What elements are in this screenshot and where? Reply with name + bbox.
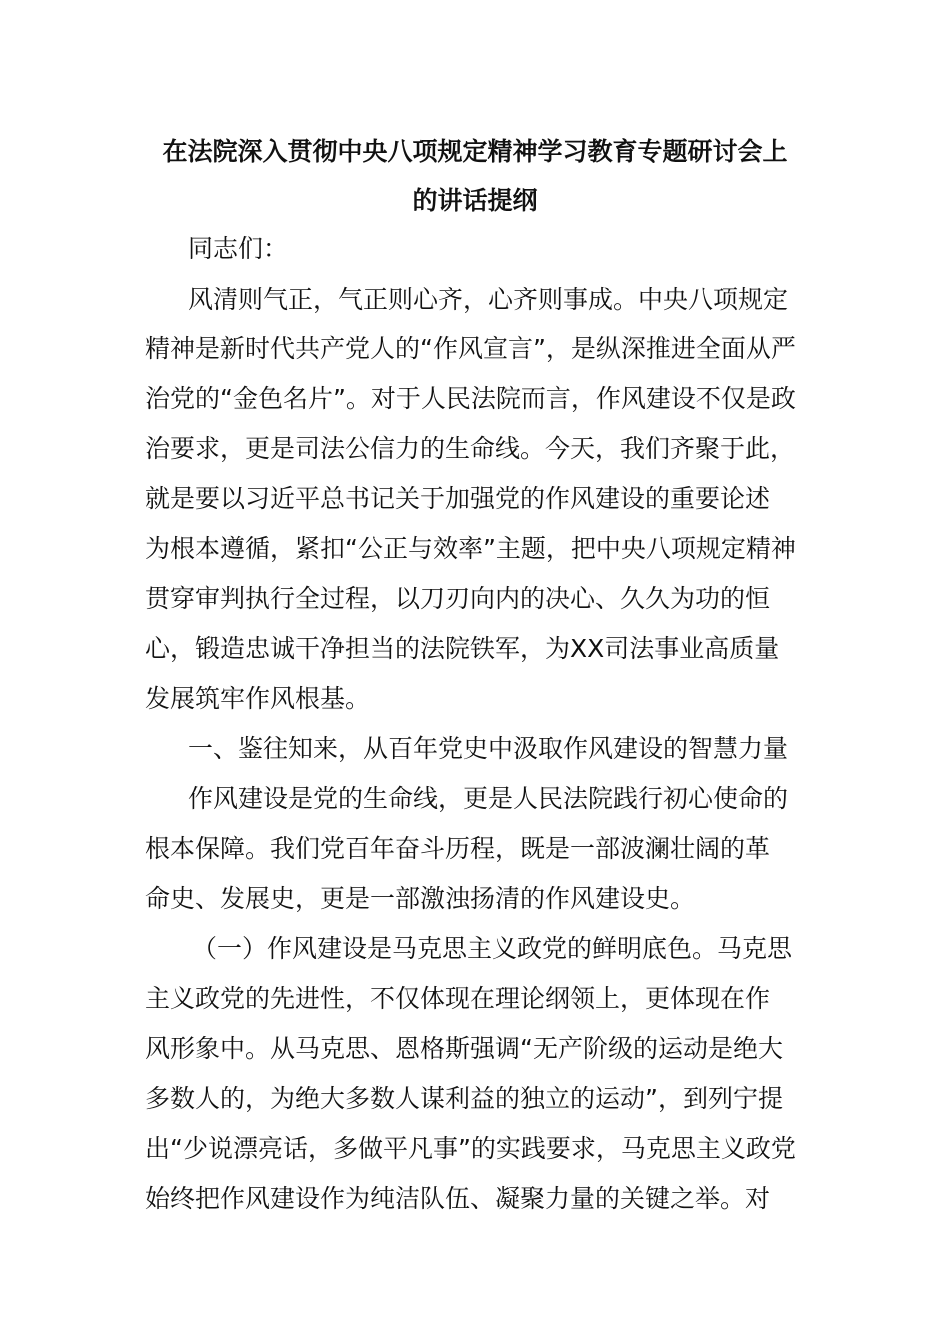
body-line: 治党的“金色名片”。对于人民法院而言，作风建设不仅是政 (145, 384, 796, 413)
body-line: 为根本遵循，紧扣“公正与效率”主题，把中央八项规定精神 (145, 534, 796, 563)
body-line: 始终把作风建设作为纯洁队伍、凝聚力量的关键之举。对 (145, 1184, 771, 1213)
body-line: 风清则气正，气正则心齐，心齐则事成。中央八项规定 (188, 285, 789, 314)
body-line: 贯穿审判执行全过程，以刀刃向内的决心、久久为功的恒 (145, 584, 771, 613)
body-line: 主义政党的先进性，不仅体现在理论纲领上，更体现在作 (145, 984, 771, 1013)
body-line: 出“少说漂亮话，多做平凡事”的实践要求，马克思主义政党 (145, 1134, 796, 1163)
body-line: 发展筑牢作风根基。 (145, 684, 371, 713)
document-title-line-2: 的讲话提纲 (412, 186, 538, 215)
body-line: 治要求，更是司法公信力的生命线。今天，我们齐聚于此， (145, 434, 796, 463)
body-line: 精神是新时代共产党人的“作风宣言”，是纵深推进全面从严 (145, 334, 796, 363)
body-line: 风形象中。从马克思、恩格斯强调“无产阶级的运动是绝大 (145, 1034, 783, 1063)
body-line: 心，锻造忠诚干净担当的法院铁军，为XX司法事业高质量 (145, 634, 780, 663)
subsection-line: （一）作风建设是马克思主义政党的鲜明底色。马克思 (192, 934, 793, 963)
body-line: 根本保障。我们党百年奋斗历程，既是一部波澜壮阔的革 (145, 834, 771, 863)
body-line: 命史、发展史，更是一部激浊扬清的作风建设史。 (145, 884, 696, 913)
body-line: 就是要以习近平总书记关于加强党的作风建设的重要论述 (145, 484, 771, 513)
body-line: 多数人的，为绝大多数人谋利益的独立的运动”，到列宁提 (145, 1084, 783, 1113)
section-heading: 一、鉴往知来，从百年党史中汲取作风建设的智慧力量 (188, 734, 789, 763)
body-line: 作风建设是党的生命线，更是人民法院践行初心使命的 (188, 784, 789, 813)
document-title-line-1: 在法院深入贯彻中央八项规定精神学习教育专题研讨会上 (162, 137, 788, 166)
salutation: 同志们： (188, 234, 289, 263)
